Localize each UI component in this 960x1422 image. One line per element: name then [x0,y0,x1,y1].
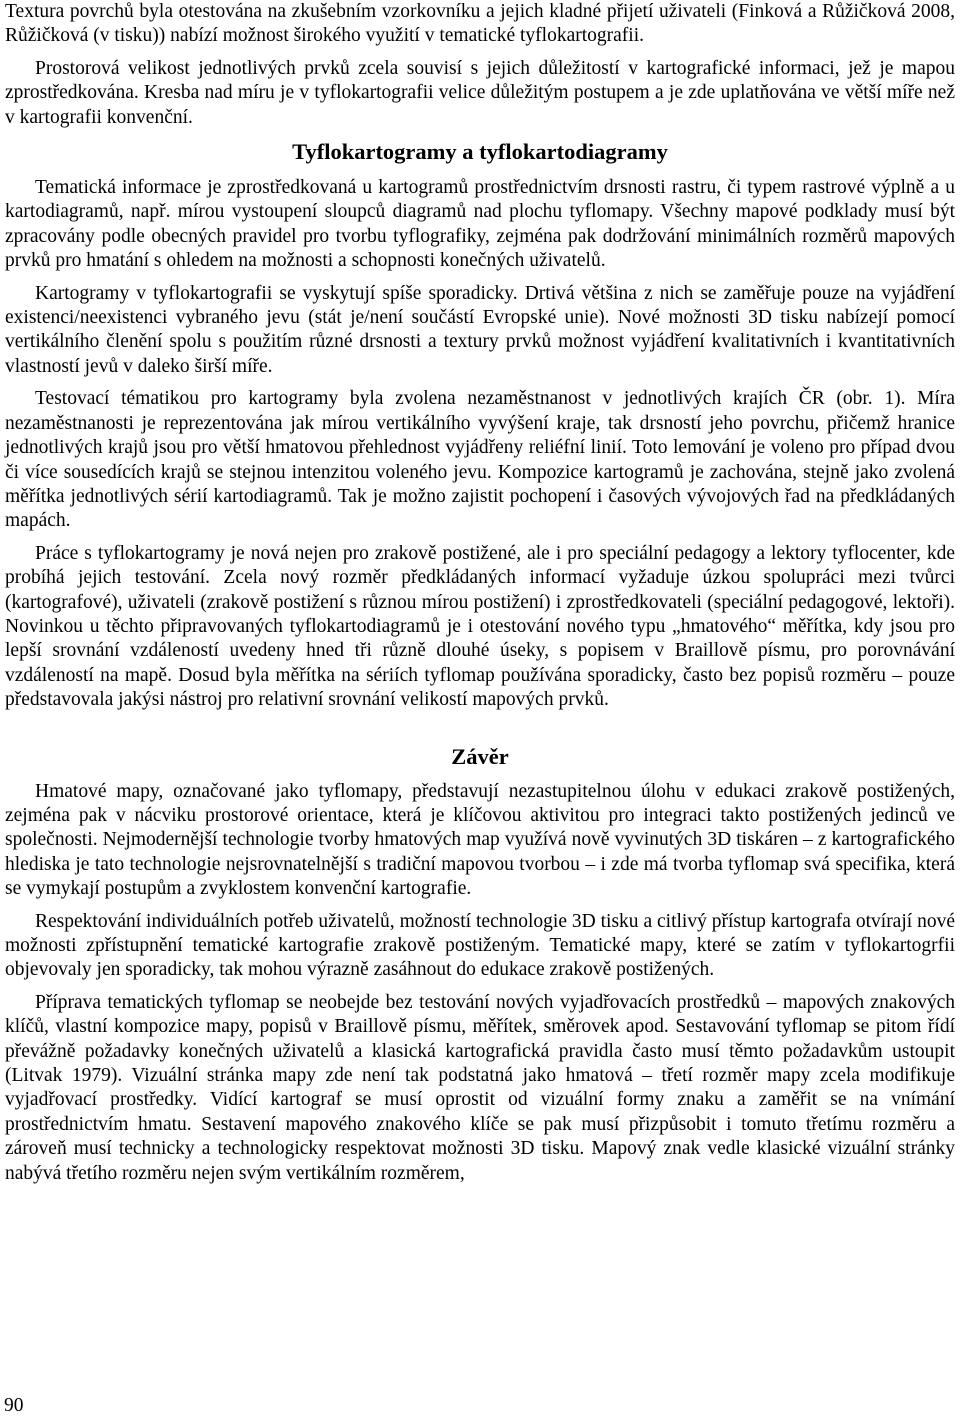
page-content [5,0,955,1186]
paragraph-s2-2: Respektování individuálních potřeb uživatelů, možností technologie 3D tisku a citlivý přístup kartografa otvírají nové možnosti zpřístupnění tematické kartografie zrakově postiženým. Tematické mapy, které se zatím v tyflokartogrfii objevovaly jen sporadicky, tak mohou výrazně zasáhnout do edukace zrakově postižených. [5,910,955,981]
paragraph-intro-2: Prostorová velikost jednotlivých prvků zcela souvisí s jejich důležitostí v kartografické informaci, jež je mapou zprostředkována. Kresba nad míru je v tyflokartografii velice důležitým postupem a je zde uplatňována ve větší míře než v kartografii konvenční. [5,57,955,128]
paragraph-intro-1: Textura povrchů byla otestována na zkušebním vzorkovníku a jejich kladné přijetí uživateli (Finková a Růžičková 2008, Růžičková (v tisku)) nabízí možnost širokého využití v tematické tyflokartografii. [5,1,955,47]
paragraph-s1-2: Kartogramy v tyflokartografii se vyskytují spíše sporadicky. Drtivá většina z nich se zaměřuje pouze na vyjádření existenci/neexistenci vybraného jevu (stát je/není součástí Evropské unie). Nové možnosti 3D tisku nabízejí pomocí vertikálního členění spolu s použitím různé drsnosti a textury prvků možnost vyjádření kvalitativních i kvantitativních vlastností jevů v daleko širší míře. [5,282,955,377]
paragraph-s1-1: Tematická informace je zprostředkovaná u kartogramů prostřednictvím drsnosti rastru, či typem rastrové výplně a u kartodiagramů, např. mírou vystoupení sloupců diagramů nad plochu tyflomapy. Všechny mapové podklady musí být zpracovány podle obecných pravidel pro tvorbu tyflografiky, zejména pak dodržování minimálních rozměrů mapových prvků pro hmatání s ohledem na možnosti a schopnosti konečných uživatelů. [5,177,955,272]
paragraph-s1-4: Práce s tyflokartogramy je nová nejen pro zrakově postižené, ale i pro speciální pedagogy a lektory tyflocenter, kde probíhá jejich testování. Zcela nový rozměr předkládaných informací vyžaduje úzkou spolupráci mezi tvůrci (kartografové), uživateli (zrakově postižení s různou mírou postižení) i zprostředkovateli (speciální pedagogové, lektoři). Novinkou u těchto připravovaných tyflokartodiagramů je i otestování nového typu „hmatového“ měřítka, kdy jsou pro lepší srovnání vzdáleností uvedeny hned tři různě dlouhé úseky, s popisem v Braillově písmu, pro porovnávání vzdáleností na mapě. Dosud byla měřítka na sériích tyflomap používána sporadicky, často bez popisů rozměru – pouze představovala jakýsi nástroj pro relativní srovnání velikostí mapových prvků. [5,542,955,711]
section-title-tyflokartogramy: Tyflokartogramy a tyflokartodiagramy [292,139,668,165]
paragraph-s2-3: Příprava tematických tyflomap se neobejde bez testování nových vyjadřovacích prostředků – mapových znakových klíčů, vlastní kompozice mapy, popisů v Braillově písmu, měřítek, směrovek apod. Sestavování tyflomap se pitom řídí převážně požadavky konečných uživatelů a klasická kartografická pravidla často musí těmto požadavkům ustoupit (Litvak 1979). Vizuální stránka mapy zde není tak podstatná jako hmatová – třetí rozměr mapy zcela modifikuje vyjadřovací prostředky. Vidící kartograf se musí oprostit od vizuální formy znaku a zaměřit se na vnímání prostřednictvím hmatu. Sestavení mapového znakového klíče se pak musí přizpůsobit i tomuto třetímu rozměru a zároveň musí technicky a technologicky respektovat možnosti 3D tisku. Mapový znak vedle klasické vizuální stránky nabývá třetího rozměru nejen svým vertikálním rozměrem, [5,991,955,1184]
page-number: 90 [4,1395,24,1416]
paragraph-s2-1: Hmatové mapy, označované jako tyflomapy, představují nezastupitelnou úlohu v edukaci zrakově postižených, zejména pak v nácviku prostorové orientace, která je klíčovou aktivitou pro integraci takto postižených jedinců ve společnosti. Nejmodernější technologie tvorby hmatových map využívá nově vyvinutých 3D tiskáren – z kartografického hlediska je tato technologie nejsrovnatelnější s tradiční mapovou tvorbou – i zde má tvorba tyflomap svá specifika, která se vymykají postupům a zvyklostem konvenční kartografie. [5,780,955,900]
paragraph-s1-3: Testovací tématikou pro kartogramy byla zvolena nezaměstnanost v jednotlivých krajích ČR (obr. 1). Míra nezaměstnanosti je reprezentována jak mírou vertikálního vyvýšení kraje, tak drsností jeho povrchu, přičemž hranice jednotlivých krajů jsou pro větší hmatovou přehlednost vyjádřeny reliéfní linií. Toto lemování je voleno pro případ dvou či více sousedících krajů se stejnou intenzitou voleného jevu. Kompozice kartogramů je zachována, stejně jako zvolená měřítka jednotlivých sérií kartodiagramů. Tak je možno zajistit pochopení i časových vývojových řad na předkládaných mapách. [5,388,955,532]
section-title-zaver: Závěr [451,743,509,769]
